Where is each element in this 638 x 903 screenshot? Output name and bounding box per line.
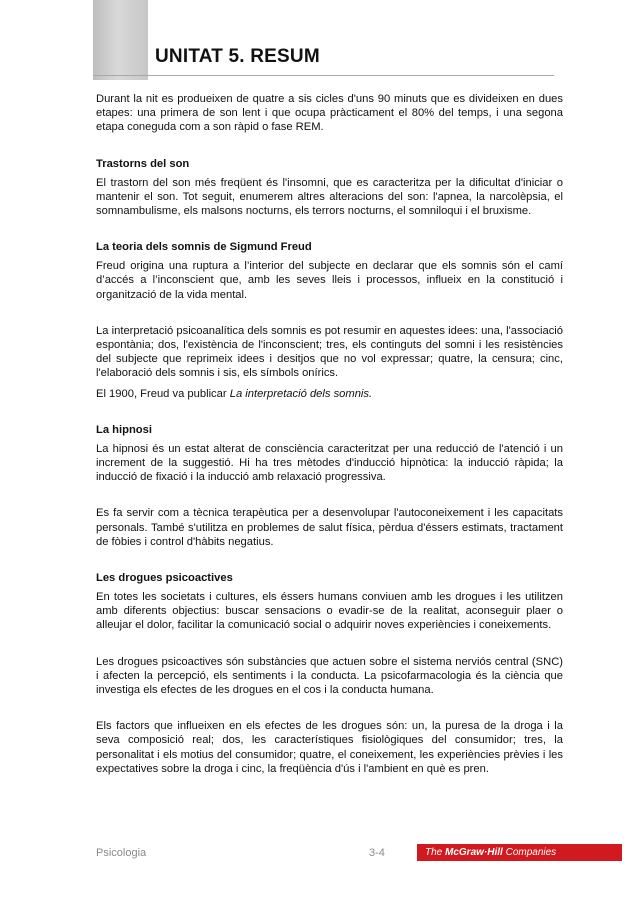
freud-paragraph-1: Freud origina una ruptura a l’interior del subjecte en declarar que els somnis són el camí d’accés a l’inconscient que, amb les seves lleis i processos, influeix en la constitució i organització de la vida mental. (96, 260, 563, 301)
hipnosi-paragraph-1: La hipnosi és un estat alterat de consciència caracteritzat per una reducció de l'atenció i un increment de la suggestió. Hi ha tres mètodes d'inducció hipnòtica: la inducció ràpida; la inducció de fixació i la inducció amb relaxació progressiva. (96, 442, 563, 484)
trastorns-paragraph-1: El trastorn del son més freqüent és l'insomni, que es caracteritza per la dificultat d'iniciar o mantenir el son. Tot seguit, enumerem altres alteracions del son: l'apnea, la narcolèpsia, el somnambulisme, els malsons nocturns, els terrors nocturns, el somniloqui i el bruxisme. (96, 176, 563, 218)
drogues-paragraph-3: Els factors que influeixen en els efectes de les drogues són: un, la puresa de la droga i la seva composició real; dos, les característiques fisiològiques del consumidor; tres, la personalitat i els motius del consumidor; quatre, el coneixement, les experiències prèvies i les expectatives sobre la droga i cinc, la freqüència d'ús i l'ambient en què es pren. (96, 720, 563, 775)
page-title: UNITAT 5. RESUM (155, 46, 320, 67)
spacer (96, 218, 563, 240)
spacer (96, 484, 563, 506)
freud-paragraph-3 (96, 387, 563, 401)
spacer (96, 549, 563, 571)
publisher-logo (417, 844, 622, 861)
spacer (96, 302, 563, 324)
header-divider (93, 75, 554, 76)
document-body (96, 92, 563, 776)
spacer (96, 697, 563, 719)
publisher-the: The (425, 847, 446, 858)
section-heading-trastorns: Trastorns del son (96, 157, 190, 170)
spacer (96, 135, 563, 157)
drogues-paragraph-1: En totes les societats i cultures, els éssers humans conviuen amb les drogues i les utilitzen amb diferents objectius: buscar sensacions o evadir-se de la realitat, aconseguir plaer o alleujar el dolor, facilitar la comunicació social o adquirir noves experiències i coneixements. (96, 591, 563, 632)
publisher-companies: Companies (502, 847, 557, 858)
footer-subject: Psicologia (96, 847, 147, 859)
hipnosi-paragraph-2: Es fa servir com a tècnica terapèutica per a desenvolupar l'autoconeixement i les capacitats personals. També s'utilitza en problemes de salut física, pèrdua d'éssers estimats, tractament de fòbies i control d'hàbits negatius. (96, 507, 563, 548)
spacer (96, 633, 563, 655)
header-decorative-tab (93, 0, 148, 80)
drogues-paragraph-2: Les drogues psicoactives són substàncies que actuen sobre el sistema nerviós central (SNC) i afecten la percepció, els sentiments i la conducta. La psicofarmacologia és la ciència que investiga els efectes de les drogues en el cos i la conducta humana. (96, 655, 563, 697)
freud-p3-prefix: El 1900, Freud va publicar (96, 387, 230, 400)
intro-paragraph: Durant la nit es produeixen de quatre a sis cicles d'uns 90 minuts que es divideixen en dues etapes: una primera de son lent i que ocupa pràcticament el 80% del temps, i una segona etapa coneguda com a son ràpid o fase REM. (96, 93, 563, 134)
book-title: La interpretació dels somnis. (229, 387, 373, 400)
publisher-brand: McGraw·Hill (445, 847, 503, 858)
section-heading-hipnosi: La hipnosi (96, 423, 152, 436)
spacer (96, 401, 563, 423)
footer-page-number: 3-4 (369, 847, 385, 859)
section-heading-freud: La teoria dels somnis de Sigmund Freud (96, 241, 312, 254)
section-heading-drogues: Les drogues psicoactives (96, 572, 233, 585)
freud-paragraph-2: La interpretació psicoanalítica dels somnis es pot resumir en aquestes idees: una, l'associació espontània; dos, l'existència de l'inconscient; tres, els continguts del somni i les resistències del subjecte que reprimeix idees i desitjos que no vol expressar; quatre, la censura; cinc, l'elaboració dels somnis i sis, els símbols onírics. (96, 324, 563, 380)
